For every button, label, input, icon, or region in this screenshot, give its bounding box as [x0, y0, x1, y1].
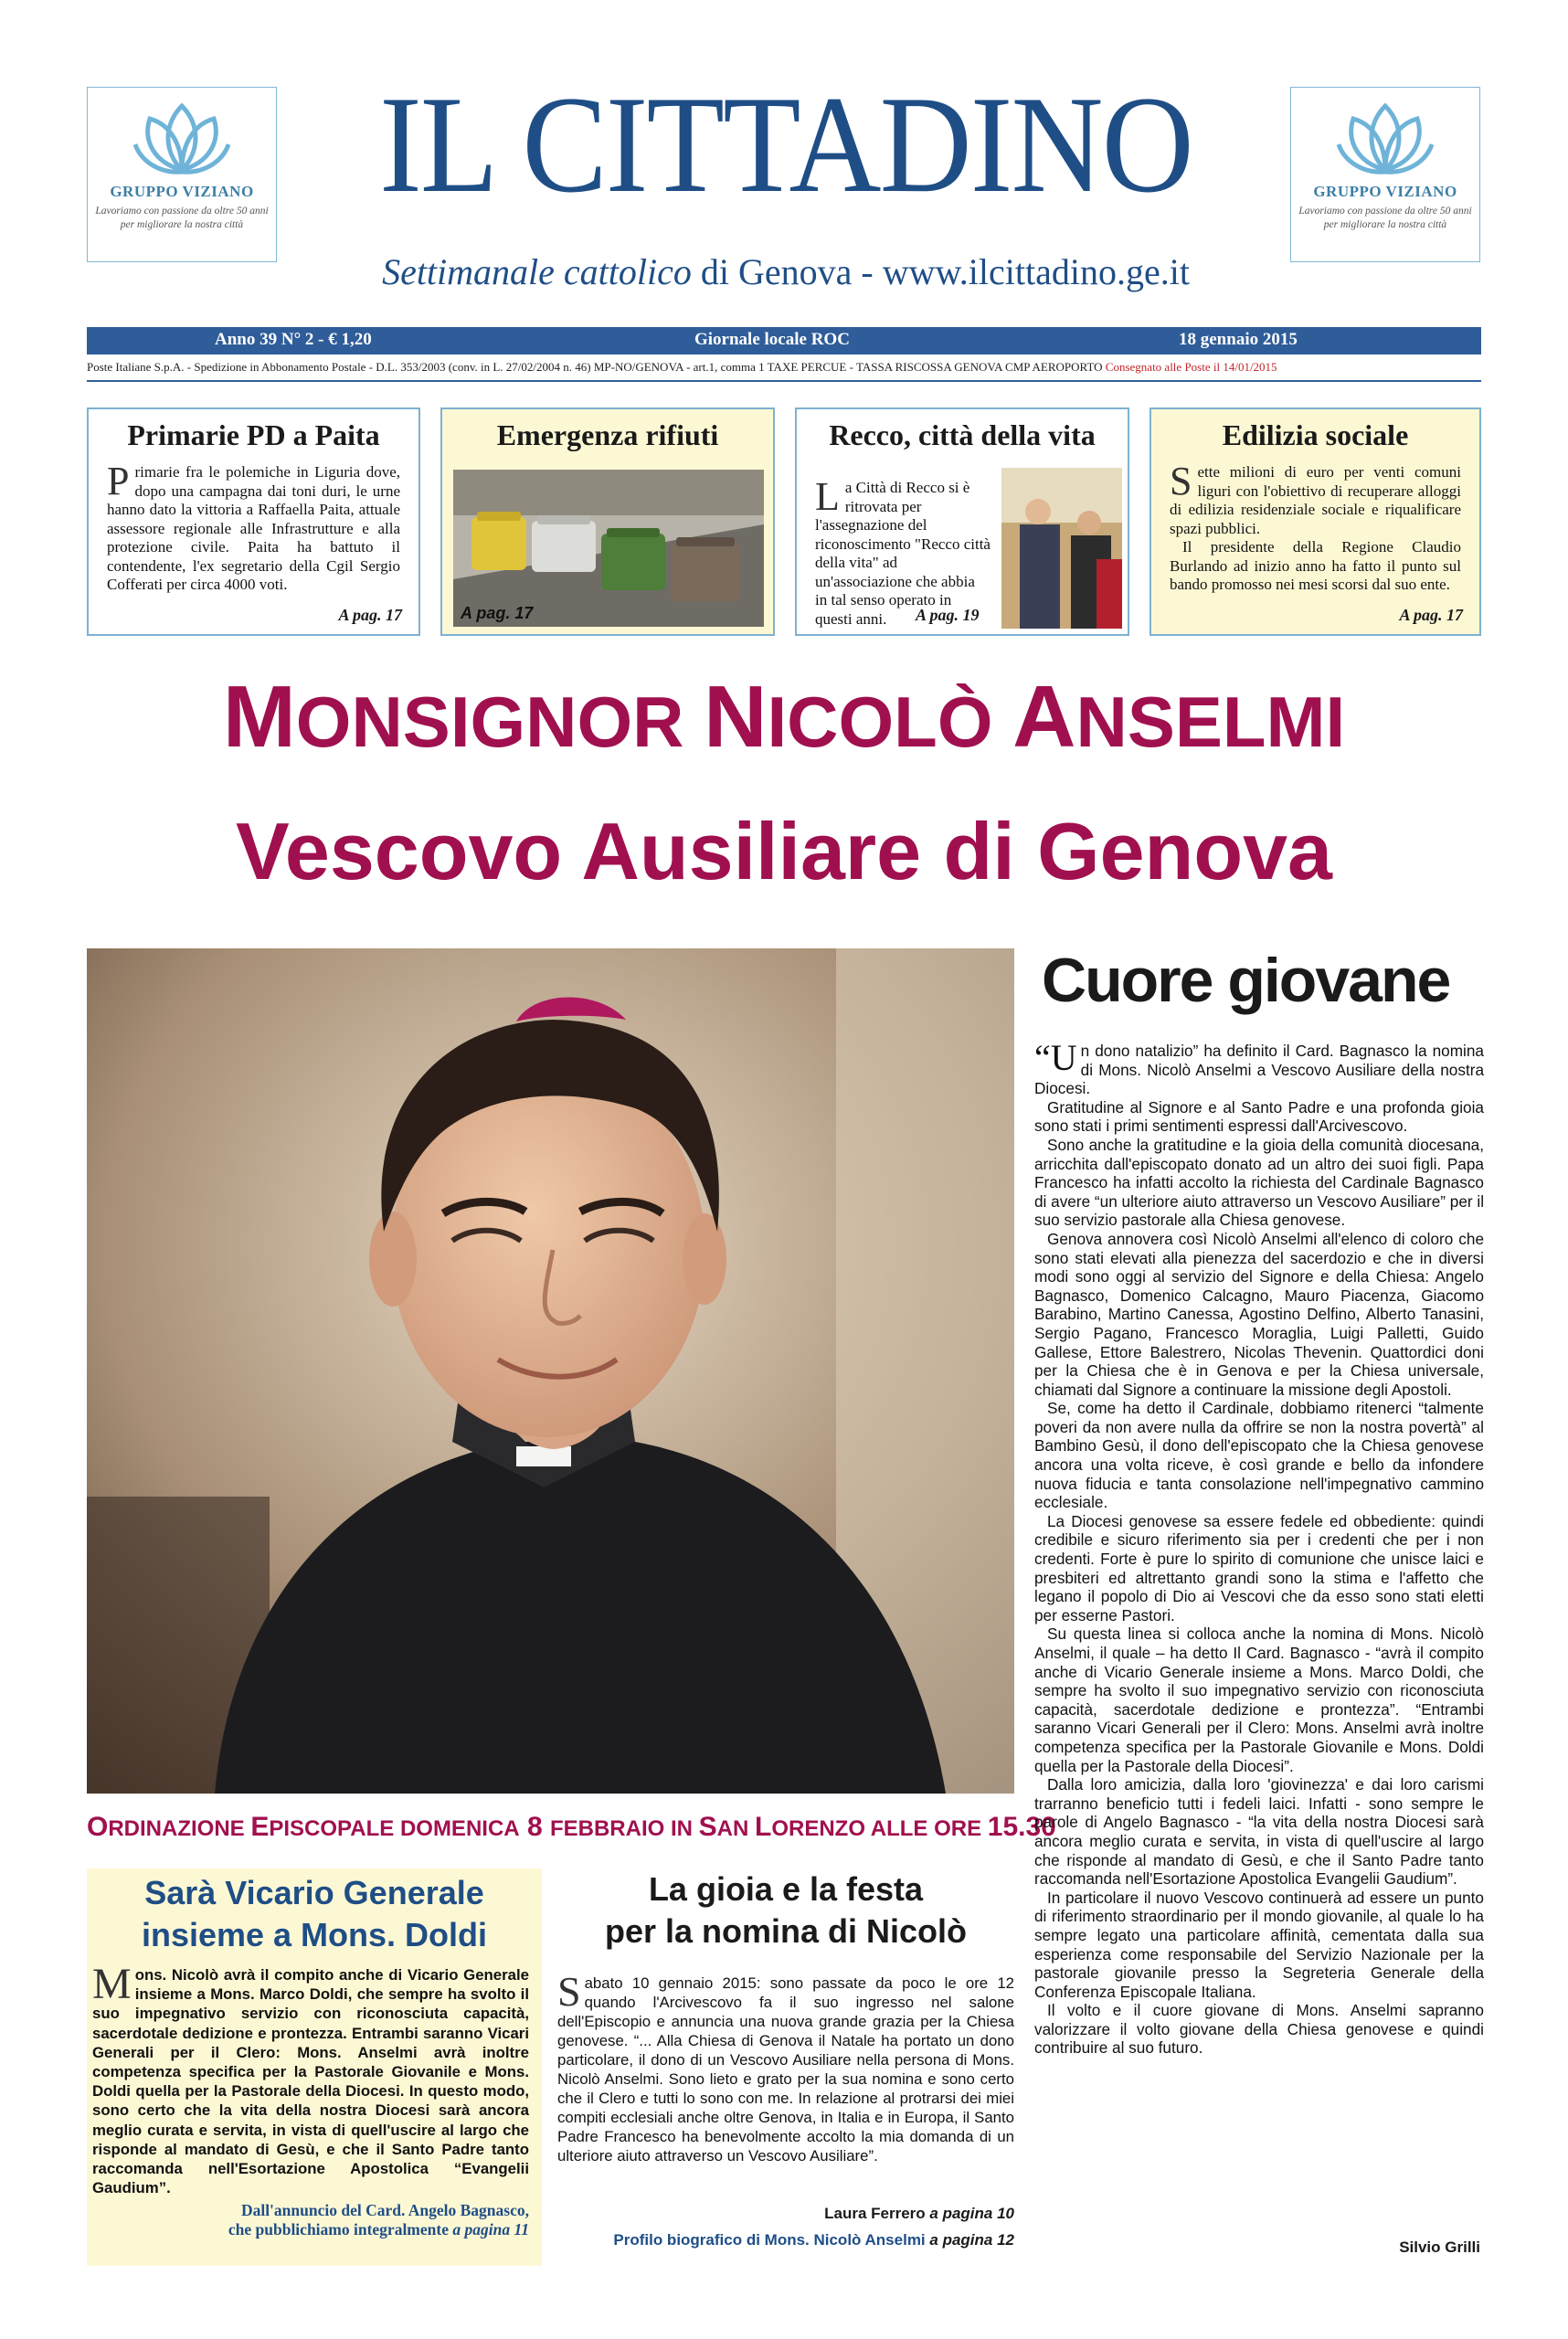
portrait-photo	[87, 948, 1014, 1794]
dropcap: S	[1170, 459, 1192, 503]
newspaper-kind: Giornale locale ROC	[694, 330, 850, 349]
caption-part: ORENZO ALLE ORE	[771, 1816, 988, 1841]
credit-line: che pubblichiamo integralmente	[228, 2220, 453, 2239]
main-subheadline: Vescovo Ausiliare di Genova	[236, 806, 1332, 896]
dropcap: S	[557, 1968, 581, 2015]
ad-gruppo-viziano-right	[1290, 87, 1480, 262]
postal-delivery: Consegnato alle Poste il 14/01/2015	[1105, 360, 1277, 374]
teaser-page-ref: A pag. 17	[461, 604, 534, 622]
caption-part: O	[87, 1812, 109, 1842]
teaser-title: Edilizia sociale	[1222, 418, 1409, 451]
teaser-recco[interactable]	[795, 407, 1129, 636]
headline-cap: M	[222, 668, 296, 766]
teaser-page-ref: A pag. 17	[1399, 606, 1463, 624]
caption-part: 8	[519, 1812, 550, 1842]
subtitle-rest: di Genova - www.ilcittadino.ge.it	[691, 251, 1190, 292]
teaser-edilizia-sociale[interactable]	[1150, 407, 1481, 636]
teaser-title: Recco, città della vita	[829, 418, 1096, 451]
caption-part: S	[698, 1812, 717, 1842]
teaser-text	[89, 459, 418, 595]
paragraph: Sono anche la gratitudine e la gioia della comunità diocesana, arricchita dall'episcopato donato ad un altro dei suoi figli. Papa Francesco ha infatti accolto la richiesta del Cardinale Bagnasco di avere “un ulteriore aiuto attraverso un Vescovo Ausiliare” per il suo servizio pastorale alla Chiesa genovese.	[1034, 1135, 1485, 1230]
paragraph: Il volto e il cuore giovane di Mons. Anselmi sapranno valorizzare il volto giovane della Chiesa genovese e quindi contribuire al suo futuro.	[1034, 2001, 1484, 2058]
author-signature: Silvio Grilli	[1399, 2238, 1480, 2256]
ad-brand-name: GRUPPO VIZIANO	[1313, 183, 1457, 200]
ad-motto: Lavoriamo con passione da oltre 50 anni per migliorare la nostra città	[1298, 206, 1472, 230]
caption-part: 15.30	[987, 1812, 1056, 1842]
page-ref: a pagina 11	[452, 2220, 529, 2239]
paragraph-text: ons. Nicolò avrà il compito anche di Vicario Generale insieme a Mons. Marco Doldi, che sempre ha svolto il suo impegnativo servizio con riconosciuta capacità, sacerdotale dedizione e prontezza. Entrambi saranno Vicari Generali per il Clero: Mons. Anselmi avrà inoltre competenza specifica per la Pastorale Giovanile e Mons. Doldi quella per la Pastorale della Diocesi. In questo modo, sono certo che la vita della nostra Diocesi sarà ancora meglio curata e servita, in vista di quell'uscire al largo che risponde al mandato di Gesù, e che il Santo Padre tanto raccomanda nell'Esortazione Apostolica “Evangelii Gaudium”.	[92, 1966, 529, 2197]
headline-smallcaps: NSELMI	[1075, 682, 1346, 762]
teaser-text	[1151, 459, 1479, 595]
profile-text: Profilo biografico di Mons. Nicolò Anselmi	[613, 2231, 930, 2249]
title-line: Sarà Vicario Generale	[144, 1874, 484, 1911]
caption-part: RDINAZIONE	[108, 1816, 251, 1841]
caption-part: L	[755, 1812, 772, 1842]
teaser-body: ette milioni di euro per venti comuni liguri con l'obiettivo di recuperare alloggi di edilizia residenziale sociale e riqualificare spazi pubblici.	[1170, 463, 1461, 537]
issue-info-bar	[87, 327, 1481, 355]
article-title	[87, 1868, 542, 1956]
title-line: insieme a Mons. Doldi	[141, 1916, 488, 1953]
article-body-gioia	[557, 1968, 1014, 2165]
teaser-primarie[interactable]	[87, 407, 420, 636]
article-body	[87, 1956, 542, 2197]
teaser-body: rimarie fra le polemiche in Liguria dove, dopo una campagna dai toni duri, le urne hanno dato la vittoria a Raffaella Paita, attuale assessore regionale alle Infrastrutture e alla protezione civile. Paita ha battuto il contendente, l'ex segretario della Cgil Sergio Cofferati per circa 4000 voti.	[107, 463, 400, 593]
teaser-body-2: Il presidente della Regione Claudio Burlando ad inizio anno ha fatto il punto sul bando promosso nei mesi scorsi dal suo ente.	[1170, 538, 1461, 593]
newspaper-title: IL CITTADINO	[379, 68, 1192, 221]
title-line: La gioia e la festa	[648, 1870, 924, 1908]
main-headline	[87, 667, 1481, 772]
divider	[87, 380, 1481, 382]
caption-part: AN	[716, 1816, 755, 1841]
dropcap: M	[92, 1960, 132, 2008]
profile-reference[interactable]	[557, 2231, 1014, 2249]
headline-cap: N	[704, 668, 768, 766]
paragraph: La Diocesi genovese sa essere fedele ed obbediente: quindi credibile e sicuro riferimento sia per i credenti che per i non credenti. Forte è pure lo spirito di comunione che unisce laici e presbiteri ed altrettanto grandi sono la stima e l'affetto che legano il popolo di Dio ai Vescovi che da esso sono stati eletti per esserne Pastori.	[1034, 1511, 1484, 1625]
article-credit	[557, 2205, 1014, 2223]
paragraph: In particolare il nuovo Vescovo continuerà ad essere un punto di riferimento straordinario per il mondo giovanile, al quale lo ha sempre legato una particolare affinità, cementata dalla sua esperienza come responsabile del Servizio Nazionale per la pastorale giovanile presso la Segreteria Generale della Conferenza Episcopale Italiana.	[1034, 1888, 1484, 2001]
article-body-cuore-giovane	[1034, 1037, 1485, 2058]
lotus-logo-icon	[132, 97, 232, 179]
ad-motto: Lavoriamo con passione da oltre 50 anni per migliorare la nostra città	[95, 206, 269, 230]
teaser-page-ref: A pag. 17	[338, 606, 402, 624]
recco-ceremony-photo	[1001, 468, 1122, 629]
article-vicario-generale	[87, 1868, 542, 2266]
ad-brand-name: GRUPPO VIZIANO	[110, 183, 254, 200]
credit-line: Dall'annuncio del Card. Angelo Bagnasco,	[240, 2201, 529, 2220]
postal-text: Poste Italiane S.p.A. - Spedizione in Abbonamento Postale - D.L. 353/2003 (conv. in L. 27/02/2004 n. 46) MP-NO/GENOVA - art.1, comma 1 TAXE PERCUE - TASSA RISCOSSA GENOVA CMP AEROPORTO	[87, 360, 1103, 374]
title-line: per la nomina di Nicolò	[604, 1912, 968, 1950]
article-credit	[87, 2201, 542, 2239]
ordination-caption	[87, 1812, 1056, 1843]
teaser-emergenza-rifiuti[interactable]	[440, 407, 775, 636]
caption-part: E	[250, 1812, 270, 1842]
headline-smallcaps: ICOLÒ	[767, 682, 1013, 762]
lotus-logo-icon	[1335, 97, 1436, 179]
paragraph: Su questa linea si colloca anche la nomina di Mons. Nicolò Anselmi, il quale – ha detto Il Card. Bagnasco - “avrà il compito anche di Vicario Generale insieme a Mons. Marco Doldi, che sempre ha svolto il suo impegnativo servizio con riconosciuta capacità, sacerdotale dedizione e prontezza”. “Entrambi saranno Vicari Generali per il Clero: Mons. Anselmi avrà inoltre competenza specifica per la Pastorale Giovanile e Mons. Doldi quella per la Pastorale della Diocesi”.	[1034, 1625, 1484, 1775]
teaser-body: a Città di Recco si è ritrovata per l'assegnazione del riconoscimento "Recco città della vita" ad un'associazione che abbia in tal senso operato in questi anni.	[815, 479, 991, 628]
subtitle-italic: Settimanale cattolico	[382, 251, 692, 292]
paragraph: Se, come ha detto il Cardinale, dobbiamo ritenerci “talmente poveri da non avere nulla da offrire se non la nostra povertà” al Bambino Gesù, il dono dell'episcopato che la Chiesa genovese ancora una volta riceve, è così grande e bello da infondere nuova fiducia e tanta consolazione nell'impegnativo cammino ecclesiale.	[1034, 1399, 1484, 1512]
paragraph: Dalla loro amicizia, dalla loro 'giovinezza' e dai loro carismi trarranno beneficio tutti i fedeli laici. Infatti - sono sempre le parole di Angelo Bagnasco - “la vita della nostra Diocesi sarà ancora meglio curata e servita, in vista di quell'uscire al largo che risponde al mandato di Gesù, e che il Santo Padre tanto raccomanda nell'Esortazione Apostolica Evangelii Gaudium”.	[1034, 1775, 1484, 1889]
newspaper-subtitle	[292, 250, 1279, 293]
paragraph: Gratitudine al Signore e al Santo Padre e una profonda gioia sono stati i primi sentimenti espressi dall'Arcivescovo.	[1034, 1097, 1484, 1136]
caption-part: PISCOPALE	[269, 1816, 400, 1841]
postal-notice	[87, 360, 1481, 375]
teaser-title: Primarie PD a Paita	[127, 418, 380, 451]
dropcap: L	[815, 474, 840, 519]
teaser-page-ref: A pag. 19	[916, 606, 980, 624]
headline-cap: A	[1012, 668, 1076, 766]
paragraph-text: abato 10 gennaio 2015: sono passate da poco le ore 12 quando l'Arcivescovo fa il suo ingresso nel salone dell'Episcopio e annuncia una nuova grande grazia per la Chiesa genovese. “... Alla Chiesa di Genova il Natale ha portato un dono particolare, il dono di un Vescovo Ausiliare nella persona di Mons. Nicolò Anselmi. Sono lieto e grato per la sua nomina e sono certo che il Clero e tutti lo sono con me. In relazione al protrarsi dei miei compiti ecclesiali anche oltre Genova, in Italia e in Europa, il Santo Padre Francesco ha benevolmente accolto la mia domanda di un ulteriore aiuto attraverso un Vescovo Ausiliare”.	[557, 1974, 1014, 2164]
article-title-cuore-giovane: Cuore giovane	[1042, 946, 1450, 1015]
caption-part: FEBBRAIO IN	[549, 1816, 699, 1841]
author: Laura Ferrero	[824, 2205, 930, 2222]
paragraph-text: n dono natalizio” ha definito il Card. Bagnasco la nomina di Mons. Nicolò Anselmi a Vescovo Ausiliare della nostra Diocesi.	[1034, 1042, 1484, 1098]
issue-date: 18 gennaio 2015	[1179, 330, 1298, 349]
issue-number: Anno 39 N° 2 - € 1,20	[215, 330, 372, 349]
page-ref: a pagina 12	[929, 2231, 1014, 2249]
caption-part: DOMENICA	[399, 1816, 520, 1841]
paragraph	[1034, 1037, 1484, 1098]
paragraph: Genova annovera così Nicolò Anselmi all'elenco di coloro che sono stati elevati alla pienezza del sacerdozio e che in diversi modi sono oggi al servizio del Signore e della Chiesa: Angelo Bagnasco, Domenico Calcagno, Mauro Piacenza, Giacomo Barabino, Martino Canessa, Agostino Delfino, Alberto Tanasini, Sergio Pagano, Francesco Moraglia, Luigi Palletti, Guido Gallese, Ettore Balestrero, Nicolas Thevenin. Quattordici doni per la Chiesa che è in Genova e per la Chiesa universale, chiamati dal Signore a continuare la missione degli Apostoli.	[1034, 1229, 1484, 1399]
dropcap: “U	[1034, 1037, 1077, 1078]
page-ref: a pagina 10	[929, 2205, 1014, 2222]
ad-gruppo-viziano-left	[87, 87, 277, 262]
dropcap: P	[107, 459, 130, 503]
article-title-gioia	[557, 1868, 1014, 1953]
teaser-title: Emergenza rifiuti	[496, 418, 719, 451]
headline-smallcaps: ONSIGNOR	[295, 682, 705, 762]
